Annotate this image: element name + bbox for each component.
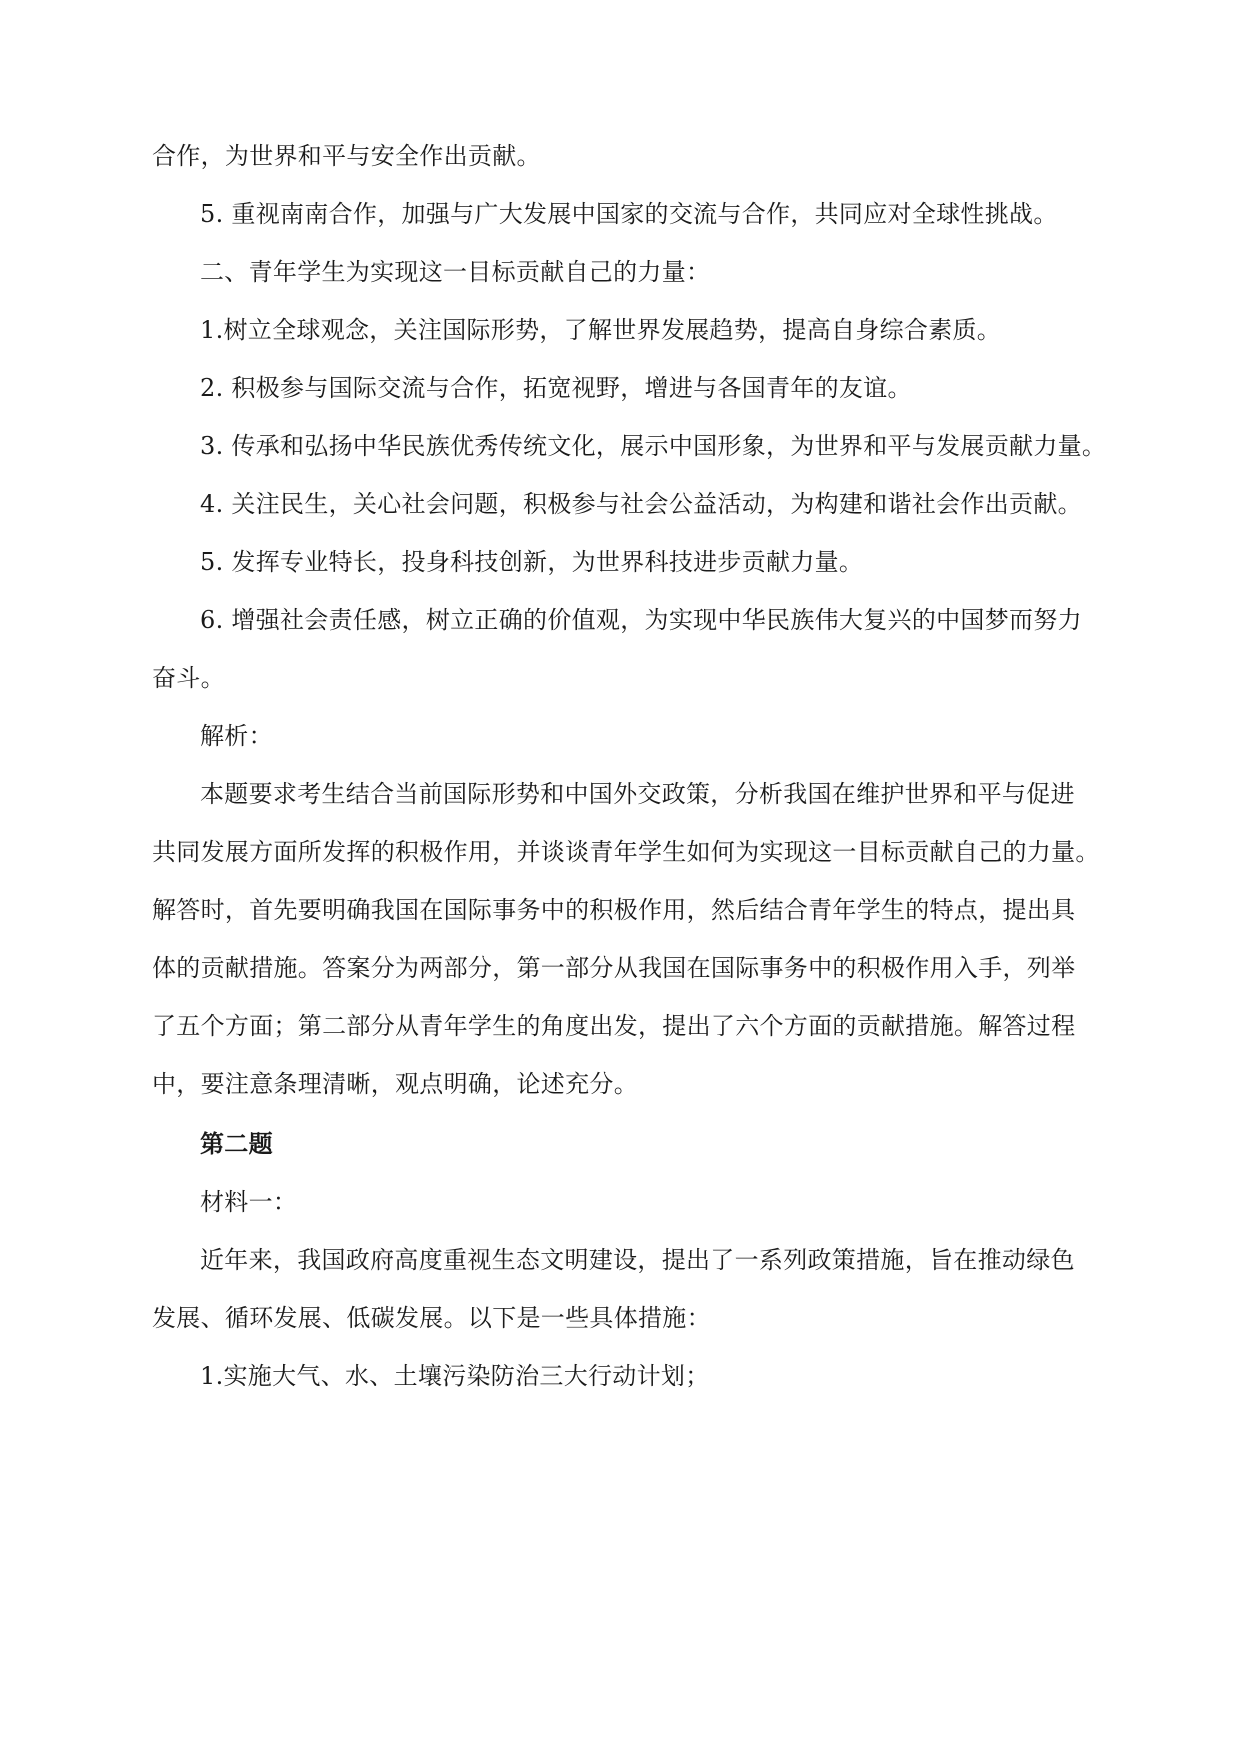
paragraph-line: 共同发展方面所发挥的积极作用，并谈谈青年学生如何为实现这一目标贡献自己的力量。 [152, 838, 1100, 866]
paragraph-line: 5. 重视南南合作，加强与广大发展中国家的交流与合作，共同应对全球性挑战。 [200, 200, 1058, 228]
analysis-label: 解析： [200, 722, 273, 750]
paragraph-line: 解答时，首先要明确我国在国际事务中的积极作用，然后结合青年学生的特点，提出具 [152, 896, 1076, 924]
paragraph-line: 体的贡献措施。答案分为两部分，第一部分从我国在国际事务中的积极作用入手，列举 [152, 954, 1076, 982]
paragraph-line: 了五个方面；第二部分从青年学生的角度出发，提出了六个方面的贡献措施。解答过程 [152, 1012, 1076, 1040]
paragraph-line: 奋斗。 [152, 664, 225, 692]
material-label: 材料一： [200, 1188, 298, 1216]
paragraph-line: 中，要注意条理清晰，观点明确，论述充分。 [152, 1070, 638, 1098]
list-item: 2. 积极参与国际交流与合作，拓宽视野，增进与各国青年的友谊。 [200, 374, 912, 402]
list-item: 6. 增强社会责任感，树立正确的价值观，为实现中华民族伟大复兴的中国梦而努力 [200, 606, 1082, 634]
list-item: 1.实施大气、水、土壤污染防治三大行动计划； [200, 1362, 710, 1390]
paragraph-line: 合作，为世界和平与安全作出贡献。 [152, 142, 541, 170]
paragraph-line: 近年来，我国政府高度重视生态文明建设，提出了一系列政策措施，旨在推动绿色 [200, 1246, 1075, 1274]
list-item: 5. 发挥专业特长，投身科技创新，为世界科技进步贡献力量。 [200, 548, 864, 576]
paragraph-line: 发展、循环发展、低碳发展。以下是一些具体措施： [152, 1304, 711, 1332]
list-item: 1.树立全球观念，关注国际形势，了解世界发展趋势，提高自身综合素质。 [200, 316, 1002, 344]
list-item: 4. 关注民生，关心社会问题，积极参与社会公益活动，为构建和谐社会作出贡献。 [200, 490, 1082, 518]
question-heading: 第二题 [200, 1129, 273, 1158]
section-heading: 二、青年学生为实现这一目标贡献自己的力量： [200, 258, 711, 286]
list-item: 3. 传承和弘扬中华民族优秀传统文化，展示中国形象，为世界和平与发展贡献力量。 [200, 432, 1107, 460]
paragraph-line: 本题要求考生结合当前国际形势和中国外交政策，分析我国在维护世界和平与促进 [200, 780, 1075, 808]
